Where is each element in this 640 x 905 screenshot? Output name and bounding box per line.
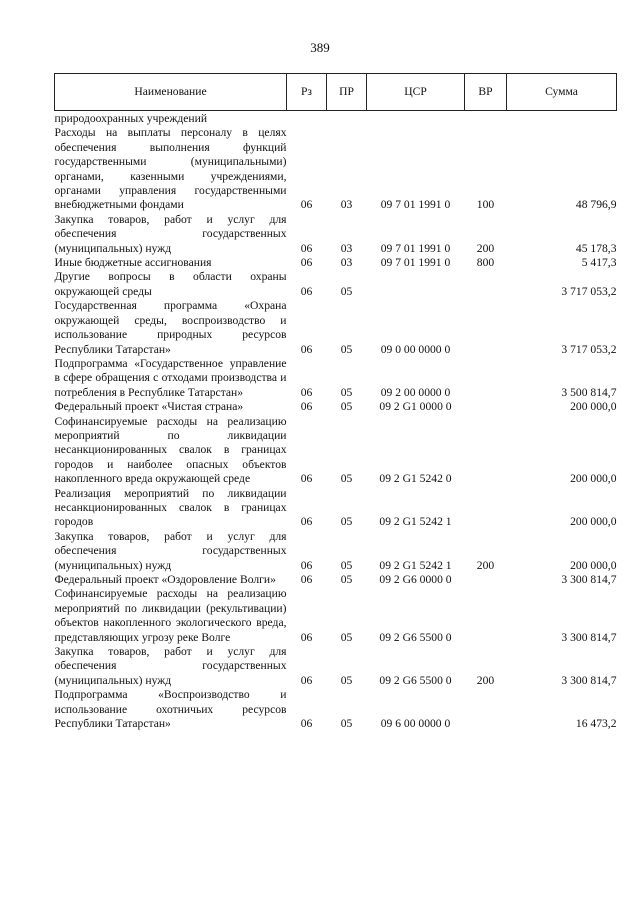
row-csr: 09 0 00 0000 0 xyxy=(380,342,451,356)
column-header-sum: Сумма xyxy=(507,74,617,111)
row-csr: 09 2 G6 5500 0 xyxy=(379,630,452,644)
row-name: Федеральный проект «Чистая страна» xyxy=(54,400,244,414)
table-row xyxy=(55,530,617,573)
table-row xyxy=(55,299,617,357)
table-row xyxy=(55,111,617,127)
row-rz: 06 xyxy=(300,515,313,529)
row-csr xyxy=(367,111,465,127)
row-pr: 03 xyxy=(340,256,353,270)
table-row xyxy=(55,688,617,731)
row-pr xyxy=(327,111,367,127)
row-sum: 3 717 053,2 xyxy=(561,342,617,356)
row-rz: 06 xyxy=(300,630,313,644)
table-row xyxy=(55,126,617,212)
row-name: Софинансируемые расходы на реализацию мероприятий по ликвидации (рекультивации) объектов накопленного экологического вреда, представляющих угрозу реке Волге xyxy=(54,587,287,644)
budget-table xyxy=(54,73,617,731)
row-name: Подпрограмма «Воспроизводство и использование охотничьих ресурсов Республики Татарстан» xyxy=(54,688,287,731)
row-csr: 09 7 01 1991 0 xyxy=(380,198,451,212)
row-pr: 05 xyxy=(340,630,353,644)
row-rz: 06 xyxy=(300,673,313,687)
row-sum: 3 300 814,7 xyxy=(561,630,617,644)
row-rz: 06 xyxy=(300,717,313,731)
table-header-row xyxy=(55,74,617,111)
row-vr xyxy=(465,111,507,127)
row-name: Государственная программа «Охрана окружающей среды, воспроизводство и использование природных ресурсов Республики Татарстан» xyxy=(54,299,287,356)
row-pr: 05 xyxy=(340,385,353,399)
row-csr: 09 2 G1 5242 1 xyxy=(379,515,452,529)
row-csr: 09 2 G1 0000 0 xyxy=(379,400,452,414)
row-name: Реализация мероприятий по ликвидации несанкционированных свалок в границах городов xyxy=(54,486,287,529)
row-vr xyxy=(465,357,507,400)
table-row xyxy=(55,357,617,400)
row-name: Иные бюджетные ассигнования xyxy=(54,256,212,270)
row-rz xyxy=(287,111,327,127)
row-pr: 05 xyxy=(340,472,353,486)
row-pr: 05 xyxy=(340,284,353,298)
row-name: Подпрограмма «Государственное управление в сфере обращения с отходами производства и потребления в Республике Татарстан» xyxy=(54,356,287,399)
table-row xyxy=(55,256,617,270)
table-row xyxy=(55,213,617,256)
row-vr xyxy=(465,415,507,487)
row-csr xyxy=(367,270,465,299)
table-row xyxy=(55,573,617,587)
row-vr: 800 xyxy=(476,256,495,270)
row-rz: 06 xyxy=(300,472,313,486)
row-vr xyxy=(465,270,507,299)
row-name: Закупка товаров, работ и услуг для обеспечения государственных (муниципальных) нужд xyxy=(54,529,287,572)
row-name: Закупка товаров, работ и услуг для обеспечения государственных (муниципальных) нужд xyxy=(54,212,287,255)
row-vr xyxy=(465,688,507,731)
row-rz: 06 xyxy=(300,385,313,399)
table-row xyxy=(55,400,617,414)
row-sum: 200 000,0 xyxy=(570,400,617,414)
column-header-csr: ЦСР xyxy=(367,74,465,111)
row-rz: 06 xyxy=(300,284,313,298)
row-csr: 09 2 G6 0000 0 xyxy=(379,573,452,586)
row-csr: 09 7 01 1991 0 xyxy=(380,256,451,270)
row-sum: 45 178,3 xyxy=(575,241,617,255)
row-rz: 06 xyxy=(300,256,313,270)
column-header-vr: ВР xyxy=(465,74,507,111)
row-rz: 06 xyxy=(300,342,313,356)
row-vr: 100 xyxy=(476,198,495,212)
row-pr: 05 xyxy=(340,673,353,687)
row-name: Расходы на выплаты персоналу в целях обеспечения выполнения функций государственными (муниципальными) органами, казенными учреждениями, органами управления государственными внебюджетными фондами xyxy=(54,126,287,212)
row-pr: 05 xyxy=(340,515,353,529)
row-pr: 05 xyxy=(340,558,353,572)
row-csr: 09 7 01 1991 0 xyxy=(380,241,451,255)
row-rz: 06 xyxy=(300,558,313,572)
column-header-pr: ПР xyxy=(327,74,367,111)
row-sum: 200 000,0 xyxy=(570,472,617,486)
row-sum: 16 473,2 xyxy=(575,717,617,731)
table-row xyxy=(55,645,617,688)
row-vr xyxy=(465,487,507,530)
column-header-name: Наименование xyxy=(55,74,287,111)
row-vr: 200 xyxy=(476,558,495,572)
row-pr: 05 xyxy=(340,717,353,731)
column-header-rz: Рз xyxy=(287,74,327,111)
row-sum xyxy=(507,111,617,127)
row-sum: 3 500 814,7 xyxy=(561,385,617,399)
page-number: 389 xyxy=(310,40,330,55)
row-pr: 03 xyxy=(340,198,353,212)
row-name: Другие вопросы в области охраны окружающей среды xyxy=(54,270,287,298)
row-name: Федеральный проект «Оздоровление Волги» xyxy=(54,573,276,586)
table-row xyxy=(55,487,617,530)
row-sum: 3 300 814,7 xyxy=(561,573,617,586)
row-pr: 05 xyxy=(340,573,353,586)
row-pr: 03 xyxy=(340,241,353,255)
table-row xyxy=(55,587,617,645)
row-pr: 05 xyxy=(340,400,353,414)
table-row xyxy=(55,270,617,299)
table-row xyxy=(55,415,617,487)
row-csr: 09 6 00 0000 0 xyxy=(380,717,451,731)
row-csr: 09 2 G1 5242 1 xyxy=(379,558,452,572)
row-vr xyxy=(465,573,507,587)
row-csr: 09 2 00 0000 0 xyxy=(380,385,451,399)
row-rz: 06 xyxy=(300,400,313,414)
row-sum: 5 417,3 xyxy=(581,256,617,270)
row-sum: 200 000,0 xyxy=(570,558,617,572)
row-csr: 09 2 G1 5242 0 xyxy=(379,472,452,486)
row-vr xyxy=(465,299,507,357)
row-pr: 05 xyxy=(340,342,353,356)
row-csr: 09 2 G6 5500 0 xyxy=(379,673,452,687)
row-vr xyxy=(465,587,507,645)
row-sum: 200 000,0 xyxy=(570,515,617,529)
row-name: природоохранных учреждений xyxy=(54,112,208,125)
row-vr: 200 xyxy=(476,241,495,255)
row-rz: 06 xyxy=(300,198,313,212)
row-rz: 06 xyxy=(300,573,313,586)
row-sum: 48 796,9 xyxy=(575,198,617,212)
row-rz: 06 xyxy=(300,241,313,255)
row-name: Закупка товаров, работ и услуг для обеспечения государственных (муниципальных) нужд xyxy=(54,645,287,687)
row-name: Софинансируемые расходы на реализацию мероприятий по ликвидации несанкционированных свалок в границах городов и наиболее опасных объектов накопленного вреда окружающей среде xyxy=(54,414,287,486)
row-vr: 200 xyxy=(476,673,495,687)
row-vr xyxy=(465,400,507,414)
row-sum: 3 300 814,7 xyxy=(561,673,617,687)
row-sum: 3 717 053,2 xyxy=(561,284,617,298)
